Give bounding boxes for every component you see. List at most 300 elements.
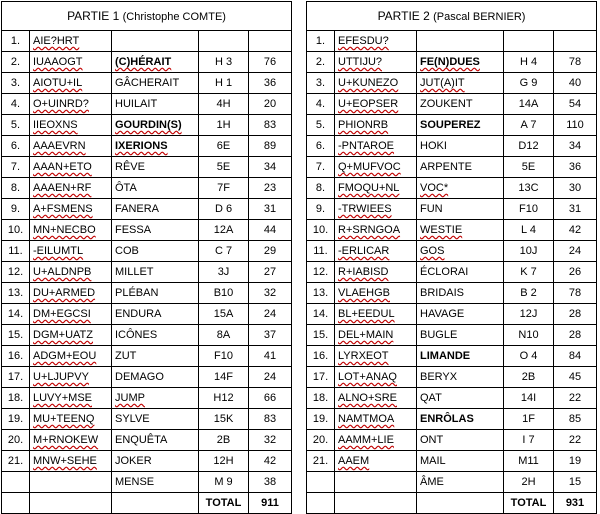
tirage-cell-text: R+SRNGOA <box>338 224 401 236</box>
points-cell-text: 22 <box>568 392 582 404</box>
tirage-cell <box>335 262 417 283</box>
points-cell <box>554 220 597 241</box>
tirage-cell <box>30 430 112 451</box>
mot-cell-text: JOKER <box>115 455 152 467</box>
mot-cell <box>417 367 504 388</box>
mot-cell-text: ÂME <box>420 476 444 488</box>
points-cell <box>249 115 292 136</box>
mot-cell-text: RÊVE <box>115 161 145 173</box>
table-row <box>307 430 597 451</box>
table-row <box>2 367 292 388</box>
reference-cell-text: L 4 <box>521 224 536 236</box>
points-cell-text: 24 <box>263 308 277 320</box>
row-number <box>307 115 335 136</box>
mot-cell-text: QAT <box>420 392 442 404</box>
total-row <box>307 493 597 514</box>
mot-cell <box>417 388 504 409</box>
points-cell <box>249 304 292 325</box>
mot-cell <box>112 199 199 220</box>
mot-cell-text: GOS <box>420 245 445 257</box>
row-number-text: 10. <box>7 224 24 236</box>
reference-cell <box>199 178 249 199</box>
reference-cell <box>199 325 249 346</box>
mot-cell <box>417 325 504 346</box>
points-cell-text: 76 <box>263 56 277 68</box>
partie-2-table <box>306 1 597 514</box>
points-cell <box>249 220 292 241</box>
reference-cell <box>504 262 554 283</box>
mot-cell <box>112 472 199 493</box>
row-number <box>307 346 335 367</box>
table-row <box>2 178 292 199</box>
tirage-cell <box>335 283 417 304</box>
table-row <box>307 220 597 241</box>
row-number <box>307 409 335 430</box>
reference-cell <box>504 178 554 199</box>
tirage-cell <box>30 136 112 157</box>
mot-cell <box>112 157 199 178</box>
reference-cell-text: 6E <box>216 140 231 152</box>
total-empty-2 <box>335 493 417 514</box>
points-cell-text: 23 <box>263 182 277 194</box>
table-row <box>2 241 292 262</box>
mot-cell <box>112 325 199 346</box>
row-number-text: 4. <box>315 98 326 110</box>
mot-cell <box>417 31 504 52</box>
tirage-cell <box>30 325 112 346</box>
table-row <box>307 346 597 367</box>
reference-cell-text: 2B <box>216 434 231 446</box>
row-number-text: 6. <box>315 140 326 152</box>
tirage-cell-text: MNW+SEHE <box>33 455 97 467</box>
reference-cell <box>199 388 249 409</box>
reference-cell <box>504 304 554 325</box>
reference-cell-text: 3J <box>217 266 230 278</box>
mot-cell <box>112 73 199 94</box>
points-cell <box>249 199 292 220</box>
mot-cell <box>417 136 504 157</box>
total-label <box>199 493 249 514</box>
total-label <box>504 493 554 514</box>
mot-cell-text: (C)HÉRAIT <box>115 56 172 68</box>
reference-cell <box>504 31 554 52</box>
reference-cell <box>199 157 249 178</box>
reference-cell-text: A 7 <box>520 119 537 131</box>
table-row <box>2 73 292 94</box>
points-cell-text: 36 <box>263 77 277 89</box>
mot-cell-text: FESSA <box>115 224 152 236</box>
points-cell <box>554 304 597 325</box>
row-number-text: 21. <box>312 455 329 467</box>
total-value <box>554 493 597 514</box>
reference-cell <box>504 157 554 178</box>
reference-cell-text: H 1 <box>214 77 233 89</box>
reference-cell-text: G 9 <box>519 77 538 89</box>
row-number-text: 5. <box>10 119 21 131</box>
points-cell-text: 28 <box>568 329 582 341</box>
mot-cell <box>417 73 504 94</box>
tirage-cell-text: BL+EEDUL <box>338 308 395 320</box>
points-cell <box>249 451 292 472</box>
row-number-text: 9. <box>315 203 326 215</box>
mot-cell-text: LIMANDE <box>420 350 471 362</box>
points-cell <box>249 409 292 430</box>
reference-cell-text: 15K <box>213 413 234 425</box>
tirage-cell <box>30 472 112 493</box>
total-empty-1 <box>2 493 30 514</box>
row-number <box>307 136 335 157</box>
mot-cell-text: JUMP <box>115 392 145 404</box>
tirage-cell-text: MN+NECBO <box>33 224 96 236</box>
tirage-cell <box>335 241 417 262</box>
tirage-cell-text: DGM+UATZ <box>33 329 93 341</box>
total-value-text: 911 <box>261 497 279 509</box>
tirage-cell-text: R+IABISD <box>338 266 389 278</box>
row-number <box>307 262 335 283</box>
table-row <box>2 115 292 136</box>
points-cell <box>554 31 597 52</box>
table-row <box>2 346 292 367</box>
table-row <box>307 388 597 409</box>
points-cell-text: 45 <box>568 371 582 383</box>
mot-cell-text: SYLVE <box>115 413 150 425</box>
mot-cell <box>112 304 199 325</box>
reference-cell-text: 4H <box>216 98 231 110</box>
row-number <box>2 367 30 388</box>
mot-cell-text: ARPENTE <box>420 161 472 173</box>
table-row <box>307 241 597 262</box>
reference-cell-text: B10 <box>213 287 234 299</box>
table-row <box>307 367 597 388</box>
mot-cell <box>112 220 199 241</box>
row-number-text: 3. <box>315 77 326 89</box>
tirage-cell <box>335 73 417 94</box>
tirage-cell <box>30 157 112 178</box>
reference-cell <box>199 451 249 472</box>
points-cell <box>554 346 597 367</box>
table-row <box>307 157 597 178</box>
tirage-cell-text: NAMTMOA <box>338 413 395 425</box>
reference-cell <box>199 73 249 94</box>
table-row <box>2 472 292 493</box>
table-row <box>2 430 292 451</box>
mot-cell-text: GOURDIN(S) <box>115 119 182 131</box>
tirage-cell <box>30 31 112 52</box>
row-number <box>2 451 30 472</box>
reference-cell <box>199 367 249 388</box>
mot-cell <box>417 451 504 472</box>
points-cell <box>249 472 292 493</box>
table-row <box>307 283 597 304</box>
row-number-text: 16. <box>312 350 329 362</box>
mot-cell-text: GÂCHERAIT <box>115 77 180 89</box>
tirage-cell <box>335 115 417 136</box>
tirage-cell <box>335 367 417 388</box>
points-cell-text: 83 <box>263 119 277 131</box>
tirage-cell-text: -PNTAROE <box>338 140 395 152</box>
tirage-cell-text: AIE?HRT <box>33 35 80 47</box>
partie-player: (Christophe COMTE) <box>122 11 226 23</box>
total-value-text: 931 <box>565 497 585 509</box>
row-number <box>2 283 30 304</box>
table-row <box>307 451 597 472</box>
mot-cell <box>112 409 199 430</box>
row-number-text: 14. <box>7 308 24 320</box>
mot-cell <box>417 94 504 115</box>
mot-cell <box>112 115 199 136</box>
tirage-cell-text: -TRWIEES <box>338 203 392 215</box>
mot-cell <box>417 199 504 220</box>
row-number <box>2 31 30 52</box>
mot-cell-text: ÉCLORAI <box>420 266 469 278</box>
points-cell-text: 37 <box>263 329 277 341</box>
reference-cell <box>199 283 249 304</box>
points-cell <box>554 325 597 346</box>
table-row <box>2 199 292 220</box>
table-row <box>307 199 597 220</box>
row-number <box>2 73 30 94</box>
reference-cell <box>504 367 554 388</box>
points-cell-text: 20 <box>263 98 277 110</box>
points-cell-text: 26 <box>568 266 582 278</box>
row-number <box>307 31 335 52</box>
reference-cell-text: C 7 <box>214 245 233 257</box>
mot-cell <box>417 283 504 304</box>
mot-cell-text: ENRÔLAS <box>420 413 474 425</box>
mot-cell-text: FUN <box>420 203 443 215</box>
table-row <box>307 73 597 94</box>
reference-cell <box>504 241 554 262</box>
table-row <box>307 31 597 52</box>
table-row <box>2 388 292 409</box>
tirage-cell <box>335 304 417 325</box>
points-cell <box>554 409 597 430</box>
tirage-cell-text: AAAEVRN <box>33 140 86 152</box>
reference-cell-text: 5E <box>216 161 231 173</box>
tirage-cell <box>30 94 112 115</box>
partie-title-row <box>307 2 597 31</box>
points-cell-text: 34 <box>263 161 277 173</box>
mot-cell <box>112 388 199 409</box>
row-number <box>307 157 335 178</box>
mot-cell <box>417 157 504 178</box>
partie-title <box>307 2 597 31</box>
reference-cell <box>199 52 249 73</box>
table-row <box>307 178 597 199</box>
reference-cell-text: F10 <box>214 350 233 362</box>
row-number <box>307 283 335 304</box>
row-number <box>2 157 30 178</box>
tirage-cell <box>335 52 417 73</box>
points-cell <box>249 157 292 178</box>
reference-cell-text: 12J <box>519 308 538 320</box>
tirage-cell-text: U+LJUPVY <box>33 371 89 383</box>
tirage-cell-text: ADGM+EOU <box>33 350 97 362</box>
reference-cell <box>199 94 249 115</box>
tirage-cell-text: O+UINRD? <box>33 98 89 110</box>
tirage-cell <box>335 220 417 241</box>
tirage-cell-text: IUAAOGT <box>33 56 83 68</box>
reference-cell <box>199 409 249 430</box>
row-number-text: 18. <box>312 392 329 404</box>
partie-title-row <box>2 2 292 31</box>
row-number <box>307 472 335 493</box>
tirage-cell-text: U+ALDNPB <box>33 266 92 278</box>
mot-cell <box>417 115 504 136</box>
reference-cell <box>504 199 554 220</box>
points-cell-text: 44 <box>263 224 277 236</box>
mot-cell <box>112 241 199 262</box>
points-cell-text: 29 <box>263 245 277 257</box>
tirage-cell-text: DEL+MAIN <box>338 329 394 341</box>
tirage-cell-text: LUVY+MSE <box>33 392 92 404</box>
table-row <box>307 472 597 493</box>
points-cell <box>554 199 597 220</box>
reference-cell-text: M11 <box>518 455 539 467</box>
mot-cell-text: ZUT <box>115 350 137 362</box>
mot-cell-text: MAIL <box>420 455 446 467</box>
tirage-cell-text: AIOTU+IL <box>33 77 83 89</box>
tirage-cell-text: ALNO+SRE <box>338 392 397 404</box>
reference-cell-text: 2B <box>521 371 536 383</box>
row-number-text: 2. <box>10 56 21 68</box>
tirage-cell-text: DM+EGCSI <box>33 308 91 320</box>
reference-cell <box>504 136 554 157</box>
mot-cell-text: BUGLE <box>420 329 458 341</box>
mot-cell-text: BRIDAIS <box>420 287 465 299</box>
tirage-cell <box>30 220 112 241</box>
mot-cell <box>112 262 199 283</box>
table-row <box>307 262 597 283</box>
row-number-text: 8. <box>315 182 326 194</box>
tirage-cell-text: LYRXEOT <box>338 350 389 362</box>
mot-cell <box>417 409 504 430</box>
total-value <box>249 493 292 514</box>
row-number <box>2 220 30 241</box>
reference-cell <box>199 220 249 241</box>
mot-cell <box>112 283 199 304</box>
total-row <box>2 493 292 514</box>
row-number-text: 10. <box>312 224 329 236</box>
row-number <box>2 472 30 493</box>
mot-cell-text: VOC* <box>420 182 449 194</box>
tirage-cell-text: AAEM <box>338 455 370 467</box>
mot-cell <box>417 178 504 199</box>
tirage-cell-text: U+EOPSER <box>338 98 399 110</box>
points-cell <box>554 136 597 157</box>
points-cell-text: 32 <box>263 287 277 299</box>
mot-cell <box>112 430 199 451</box>
reference-cell <box>199 262 249 283</box>
table-row <box>307 304 597 325</box>
reference-cell <box>504 409 554 430</box>
points-cell-text: 42 <box>263 455 277 467</box>
reference-cell <box>504 52 554 73</box>
tirage-cell-text: Q+MUFVOC <box>338 161 401 173</box>
table-row <box>2 451 292 472</box>
tirage-cell <box>335 199 417 220</box>
tirage-cell <box>335 136 417 157</box>
reference-cell-text: B 2 <box>520 287 537 299</box>
points-cell <box>249 241 292 262</box>
mot-cell-text: WESTIE <box>420 224 463 236</box>
tirage-cell <box>335 388 417 409</box>
reference-cell <box>504 451 554 472</box>
points-cell-text: 110 <box>566 119 584 131</box>
points-cell-text: 22 <box>568 434 582 446</box>
reference-cell <box>504 220 554 241</box>
total-empty-3 <box>417 493 504 514</box>
mot-cell-text: ÔTA <box>115 182 137 194</box>
reference-cell-text: N10 <box>518 329 539 341</box>
mot-cell-text: FE(N)DUES <box>420 56 480 68</box>
table-row <box>2 325 292 346</box>
points-cell-text: 89 <box>263 140 277 152</box>
row-number <box>2 346 30 367</box>
tirage-cell-text: AAAEN+RF <box>33 182 92 194</box>
total-label-text: TOTAL <box>205 497 242 509</box>
reference-cell <box>504 430 554 451</box>
row-number-text: 1. <box>315 35 326 47</box>
tirage-cell <box>30 304 112 325</box>
reference-cell <box>504 388 554 409</box>
row-number-text: 17. <box>312 371 329 383</box>
partie-player: (Pascal BERNIER) <box>433 11 526 23</box>
points-cell-text: 32 <box>263 434 277 446</box>
tirage-cell-text: PHIONRB <box>338 119 389 131</box>
reference-cell-text: O 4 <box>519 350 538 362</box>
points-cell <box>249 178 292 199</box>
table-row <box>2 31 292 52</box>
row-number <box>2 94 30 115</box>
row-number <box>307 94 335 115</box>
row-number-text: 19. <box>312 413 329 425</box>
points-cell <box>249 388 292 409</box>
table-row <box>2 136 292 157</box>
row-number-text: 9. <box>10 203 21 215</box>
reference-cell-text: 15A <box>213 308 234 320</box>
tirage-cell-text: FMOQU+NL <box>338 182 400 194</box>
reference-cell <box>504 472 554 493</box>
tirage-cell <box>30 241 112 262</box>
points-cell <box>554 472 597 493</box>
row-number-text: 20. <box>7 434 24 446</box>
mot-cell <box>112 52 199 73</box>
table-row <box>2 220 292 241</box>
reference-cell-text: H 3 <box>214 56 233 68</box>
points-cell <box>249 430 292 451</box>
reference-cell <box>504 325 554 346</box>
mot-cell <box>417 52 504 73</box>
reference-cell-text: K 7 <box>520 266 537 278</box>
tirage-cell <box>335 31 417 52</box>
table-row <box>2 94 292 115</box>
table-row <box>2 157 292 178</box>
reference-cell <box>199 136 249 157</box>
points-cell <box>249 367 292 388</box>
row-number-text: 8. <box>10 182 21 194</box>
tirage-cell-text: MU+TEENQ <box>33 413 95 425</box>
points-cell-text: 85 <box>568 413 582 425</box>
row-number-text: 13. <box>312 287 329 299</box>
row-number <box>2 304 30 325</box>
row-number <box>307 388 335 409</box>
tirage-cell <box>335 409 417 430</box>
tirage-cell <box>30 178 112 199</box>
mot-cell <box>112 178 199 199</box>
reference-cell <box>199 199 249 220</box>
reference-cell-text: 1F <box>522 413 535 425</box>
